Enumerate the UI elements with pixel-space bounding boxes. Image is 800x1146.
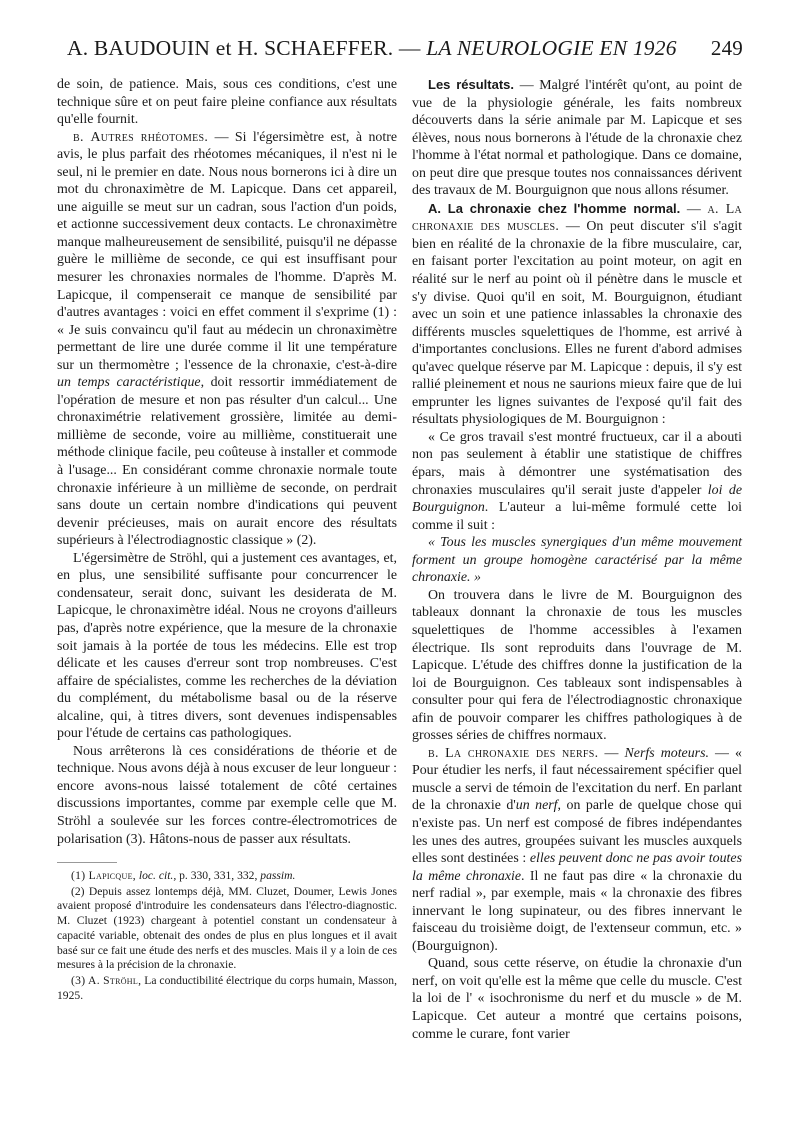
paragraph-text: . L'auteur a lui-même formulé cette loi comme il suit : (412, 500, 742, 533)
paragraph (412, 429, 742, 534)
emphasis: un nerf (515, 798, 558, 814)
paragraph: On trouvera dans le livre de M. Bourguignon des tableaux donnant la chronaxie de tous les muscles squelettiques de l'homme accessibles à l'examen électrique. Ils sont reproduits dans l'ouvrage de M. Lapicque. L'étude des chiffres donne la justification de la loi de Bourguignon. Ces tableaux sont indispensables à consulter pour qui fera de l'électrodiagnostic chronaxique afin de pouvoir comparer les chiffres pathologiques à de grosses séries de chiffres normaux. (412, 587, 742, 744)
emphasis: un temps caractéristique (57, 375, 201, 391)
right-column (412, 76, 742, 1043)
footnote-ref: loc. cit., (135, 869, 177, 883)
header-authors: A. BAUDOUIN et H. SCHAEFFER. — (67, 36, 421, 60)
paragraph-text: « Ce gros travail s'est montré fructueux, car il a abouti non pas seulement à établir une statistique de chiffres épars, mais à démontrer une systématisation des chronaxies musculaires qu'il serait juste d'appeler (412, 429, 742, 498)
section-label: β. Autres rhéotomes. (73, 129, 209, 145)
section-heading: Les résultats. (428, 77, 515, 92)
paragraph: Quand, sous cette réserve, on étudie la chronaxie d'un nerf, on voit qu'elle est la même que celle du muscle. C'est la loi de l' « isochronisme du nerf et du muscle » de M. Lapicque. Cet auteur a montré que certains poisons, comme le curare, font varier (412, 956, 742, 1042)
dash: — (598, 745, 625, 761)
paragraph: de soin, de patience. Mais, sous ces conditions, c'est une technique sûre et on peut faire pleine confiance aux résultats qu'elle fournit. (57, 77, 397, 128)
paragraph-text: — Malgré l'intérêt qu'ont, au point de vue de la physiologie générale, les faits nombreux découverts dans la série animale par M. Lapicque et ses élèves, nous nous bornerons à l'étude de la chronaxie chez l'homme à l'état normal et pathologique. Dans ce domaine, on peut dire que presque toutes nos connaissances dérivent des travaux de M. Bourguignon que nous allons résumer. (412, 78, 742, 199)
header-title (67, 36, 677, 61)
section-heading: A. La chronaxie chez l'homme normal. (428, 200, 681, 216)
paragraph: L'égersimètre de Ströhl, qui a justement ces avantages, et, en plus, une sensibilité suffisante pour concurrencer le condensateur, serait donc, suivant les desiderata de M. Lapicque, le chronaximètre idéal. Nous ne croyons d'ailleurs pas, d'après notre expérience, que la mesure de la chronaxie soit jamais à la portée de tous les médecins. Elle est trop délicate et les causes d'erreur sont trop nombreuses. C'est affaire de spécialistes, comme les recherches de la déviation du complément, du métabolisme basal ou de la réserve alcaline, qui, à titres divers, sont devenues indispensables pour l'étude de certains cas pathologiques. (57, 550, 397, 742)
header-journal-title: LA NEUROLOGIE EN 1926 (426, 36, 677, 60)
dash: — (680, 201, 708, 217)
page-number: 249 (710, 36, 743, 60)
running-header (55, 36, 745, 70)
subsection-label: b. La chronaxie des nerfs. (428, 745, 599, 761)
footnote-rule (57, 862, 117, 863)
left-column (57, 76, 397, 1004)
footnote-text: La conductibilité électrique du corps humain, Masson, 1925. (57, 973, 397, 1002)
paragraph-text: , on parle de quelque chose qui n'existe pas. Un nerf est composé de fibres indépendantes les unes des autres, groupées suivant les muscles auxquels elles sont destinées : (412, 798, 743, 867)
footnote-3 (57, 974, 397, 1003)
footnote-passim: passim. (257, 869, 296, 883)
paragraph-text: — Si l'égersimètre est, à notre avis, le plus parfait des rhéotomes mécaniques, il n'est ni le seul, ni le premier en date. Nous nous bornerons ici à dire un mot du chronaximètre de M. Lapicque. Dans cet appareil, une aiguille se meut sur un cadran, sous l'action d'un poids, et actionne successivement deux contacts. Le chronaximètre manque malheureusement de sensibilité, puisqu'il ne dépasse guère le millième de seconde, ce qui est insuffisant pour mesurer les chronaxies normales de l'homme. D'après M. Lapicque, il compenserait ce manque de sensibilité par d'autres avantages : voici en effet comment il s'exprime (1) : « Je suis convaincu qu'il faut au médecin un chronaximètre permettant de lire une durée comme il lit une température sur un thermomètre ; l'essence de la chronaxie, c'est-à-dire (57, 129, 397, 373)
paragraph (57, 129, 397, 550)
quoted-law: « Tous les muscles synergiques d'un même mouvement forment un groupe homogène caractérisé par la même chronaxie. » (412, 535, 742, 586)
footnote-author: (3) A. Ströhl, (71, 973, 142, 987)
footnote-2: (2) Depuis assez lontemps déjà, MM. Cluzet, Doumer, Lewis Jones avaient proposé d'introduire les condensateurs dans l'électro-diagnostic. M. Cluzet (1923) chargeant à potentiel constant un condensateur à capacité variable, obtenait des ondes de plus en plus longues et il avait basé sur ce fait une étude des nerfs et des muscles. Mais il y a loin de ces mesures à la précision de la chronaxie. (57, 884, 397, 972)
paragraph (412, 745, 742, 956)
paragraph: Nous arrêterons là ces considérations de théorie et de technique. Nous avons déjà à nous excuser de leur longueur : encore avons-nous laissé totalement de côté certaines discussions importantes, comme par exemple celle que M. Ströhl a soulevée sur les forces contre-électromotrices de polarisation (3). Hâtons-nous de passer aux résultats. (57, 743, 397, 847)
footnotes (57, 862, 397, 1003)
subsection-label: a. La chronaxie des muscles. (412, 201, 742, 235)
paragraph-text: . Il ne faut pas dire « la chronaxie du nerf radial », par exemple, mais « la chronaxie des fibres innervant le long supinateur, ou des fibres innervant le faisceau du troisième doigt, de l'extenseur commun, etc. » (Bourguignon). (412, 868, 743, 954)
paragraph (412, 200, 742, 429)
footnote-1 (57, 869, 397, 884)
emphasis: Nerfs moteurs. (624, 745, 709, 761)
paragraph (412, 76, 742, 200)
footnote-author: (1) Lapicque, (71, 869, 136, 883)
paragraph-text: — On peut discuter s'il s'agit bien en réalité de la chronaxie de la fibre musculaire, car, en faisant porter l'excitation au point moteur, on agit en réalité sur le nerf au point où il pénètre dans le muscle et s'y divise. Quoi qu'il en soit, M. Bourguignon, étudiant avec un soin et une patience inlassables la chronaxie des différents muscles squelettiques de l'homme, est arrivé à d'importantes conclusions. Elles ne furent d'abord admises qu'avec quelque réserve par M. Lapicque : depuis, il s'y est rallié pleinement et nous ne saurions mieux faire que de lui emprunter les lignes suivantes de l'exposé qu'il fait des résultats physiologiques de M. Bourguignon : (412, 219, 742, 428)
emphasis: elles peuvent donc ne pas avoir toutes la même chronaxie (412, 851, 742, 884)
paragraph-text: , doit ressortir immédiatement de l'opération de mesure et non pas résulter d'un calcul... Une chronaximétrie relativement grossière, limitée au demi-millième de seconde, voire au millième, constituerait une méthode clinique facile, peu coûteuse à installer et commode à l'usage... En considérant comme chronaxie normale toute chronaxie inférieure à un millième de seconde, on perdrait sans doute un certain nombre d'indications qui peuvent devenir précieuses, mais on aurait encore des résultats supérieurs à l'électrodiagnostic classique » (2). (57, 375, 397, 549)
emphasis: loi de Bourguignon (412, 482, 742, 516)
paragraph-text: — « Pour étudier les nerfs, il faut nécessairement spécifier quel muscle a servi de témoin de l'excitation du nerf. En parlant de la chronaxie d' (412, 745, 742, 814)
footnote-pages: p. 330, 331, 332, (176, 869, 258, 883)
